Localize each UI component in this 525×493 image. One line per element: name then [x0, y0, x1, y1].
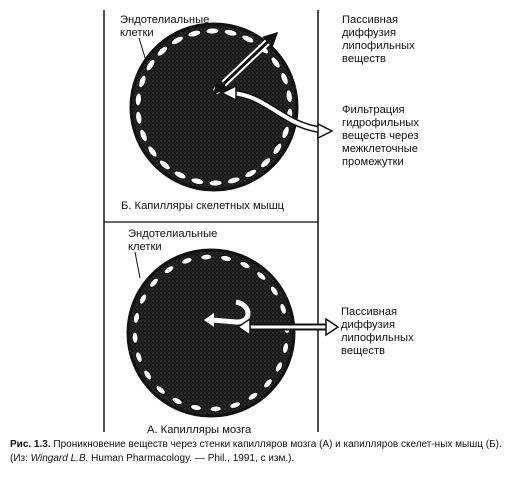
passive-diffusion-label-a: Пассивная диффузия липофильных веществ	[341, 306, 414, 357]
caption-text-2: Human Pharmacology. — Phil., 1991, с изм.).	[88, 453, 295, 464]
panel-a-title: А. Капилляры мозга	[147, 424, 252, 436]
endothelial-cell	[210, 406, 221, 412]
cells-pointer-a	[135, 252, 140, 278]
caption-text-1: Проникновение веществ через стенки капилляров мозга (А) и капилляров скелет-ных мышц (Б). (Из:	[10, 439, 502, 464]
cells-pointer-b	[139, 38, 147, 64]
endothelial-cells-label-a: Эндотелиальные клетки	[128, 228, 218, 253]
caption-author: Wingard L.B.	[30, 453, 89, 464]
endothelial-cells-label-b: Эндотелиальные клетки	[120, 14, 210, 39]
caption-prefix: Рис. 1.3.	[10, 439, 51, 450]
panel-b-title: Б. Капилляры скелетных мышц	[121, 200, 285, 212]
filtration-label-b: Фильтрация гидрофильных веществ через межклеточные промежутки	[342, 104, 419, 168]
passive-diffusion-label-b: Пассивная диффузия липофильных веществ	[342, 14, 415, 65]
endothelial-cell	[209, 180, 222, 186]
endothelial-cell	[201, 254, 212, 260]
figure-caption	[10, 438, 520, 466]
brain-capillary-cross-section	[128, 250, 294, 416]
endothelial-cell	[132, 332, 138, 343]
